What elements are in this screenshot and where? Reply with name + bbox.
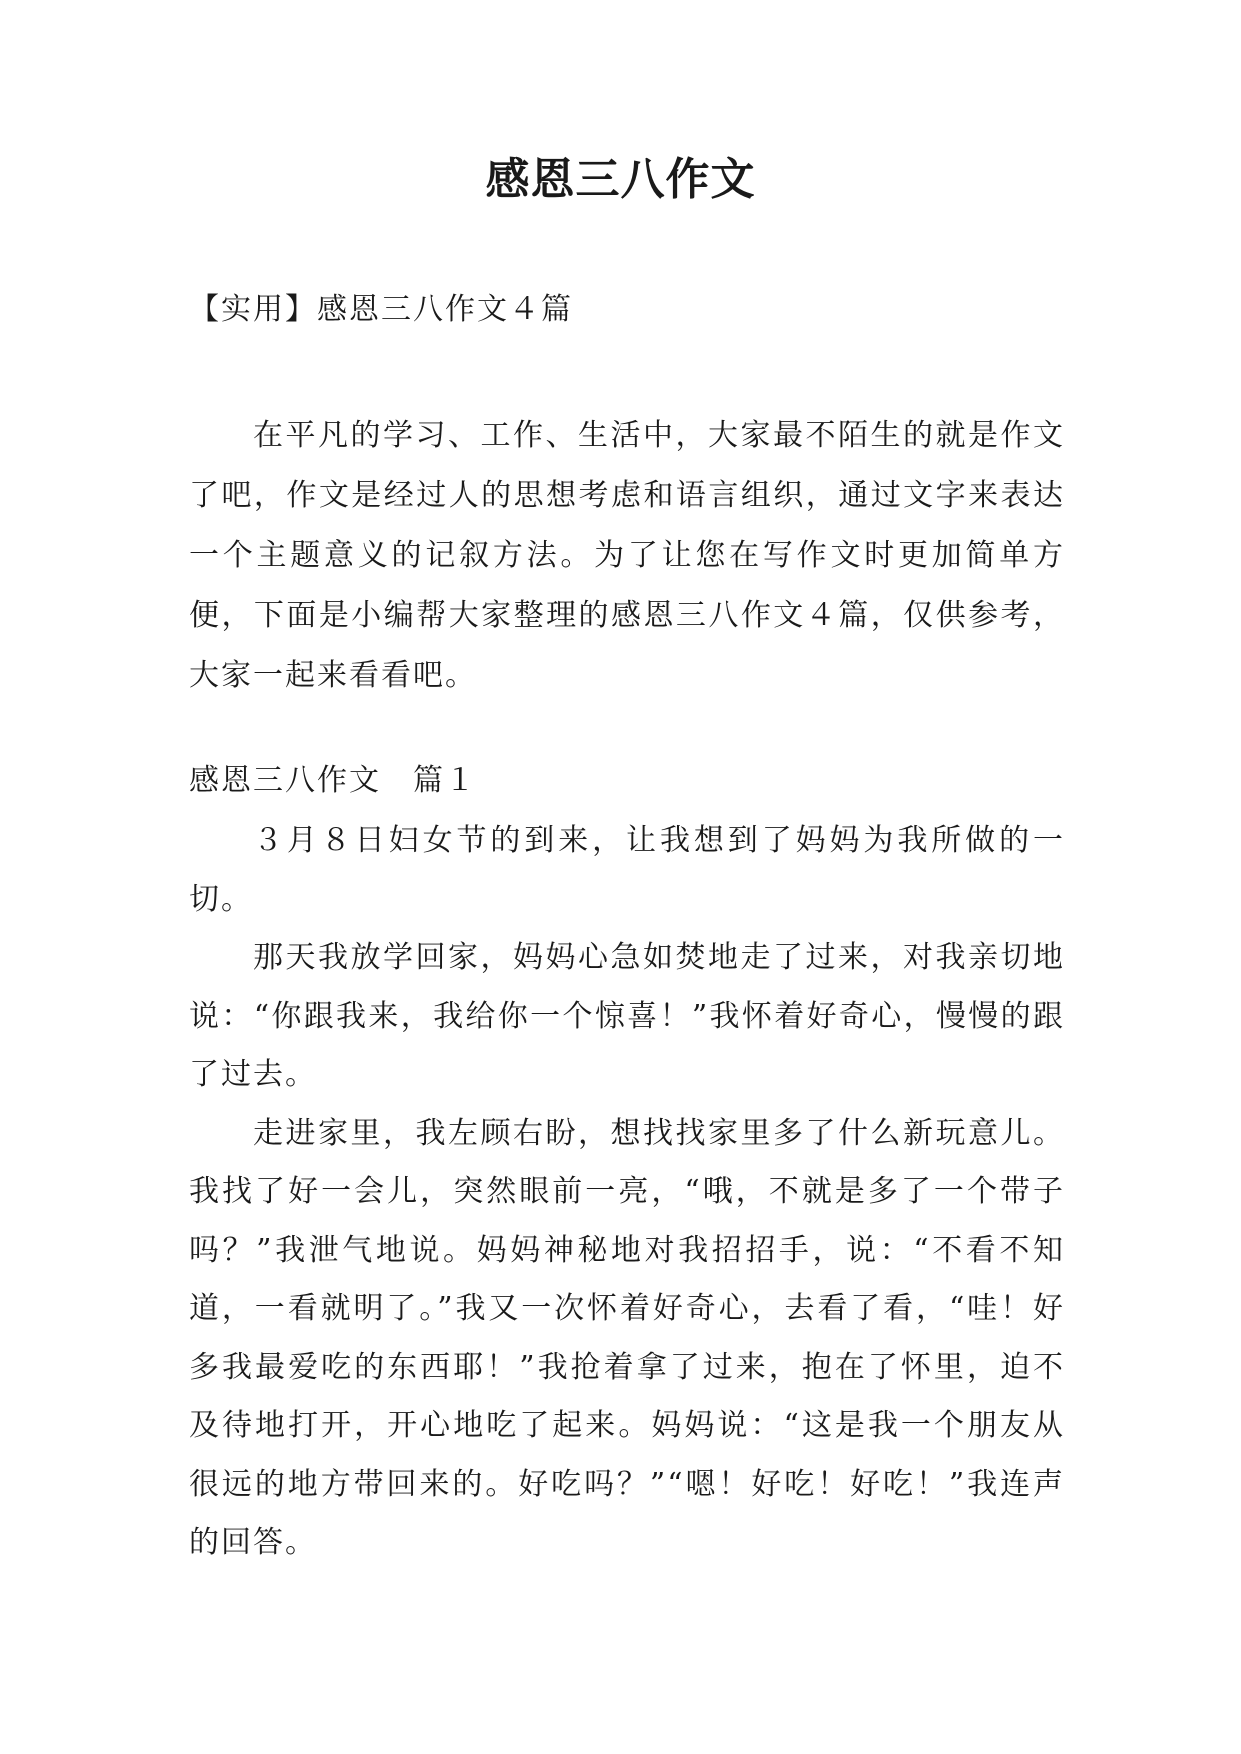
- intro-paragraph: 在平凡的学习、工作、生活中，大家最不陌生的就是作文了吧，作文是经过人的思想考虑和语言组织，通过文字来表达一个主题意义的记叙方法。为了让您在写作文时更加简单方便，下面是小编帮大家整理的感恩三八作文４篇，仅供参考，大家一起来看看吧。: [189, 418, 1065, 693]
- story-paragraph: 那天我放学回家，妈妈心急如焚地走了过来，对我亲切地说：“你跟我来，我给你一个惊喜！”我怀着好奇心，慢慢的跟了过去。: [189, 940, 1065, 1092]
- document-subtitle: 【实用】感恩三八作文４篇: [189, 292, 573, 327]
- story-paragraph: ３月８日妇女节的到来，让我想到了妈妈为我所做的一切。: [189, 823, 1065, 917]
- story-paragraph: 走进家里，我左顾右盼，想找找家里多了什么新玩意儿。我找了好一会儿，突然眼前一亮，“哦，不就是多了一个带子吗？”我泄气地说。妈妈神秘地对我招招手，说：“不看不知道，一看就明了。”我又一次怀着好奇心，去看了看，“哇！好多我最爱吃的东西耶！”我抢着拿了过来，抱在了怀里，迫不及待地打开，开心地吃了起来。妈妈说：“这是我一个朋友从很远的地方带回来的。好吃吗？”“嗯！好吃！好吃！”我连声的回答。: [189, 1115, 1065, 1560]
- document-title: 感恩三八作文: [485, 154, 756, 205]
- story-section: [189, 812, 1065, 1573]
- section-heading: 感恩三八作文 篇１: [189, 763, 477, 798]
- intro-section: [189, 406, 1065, 706]
